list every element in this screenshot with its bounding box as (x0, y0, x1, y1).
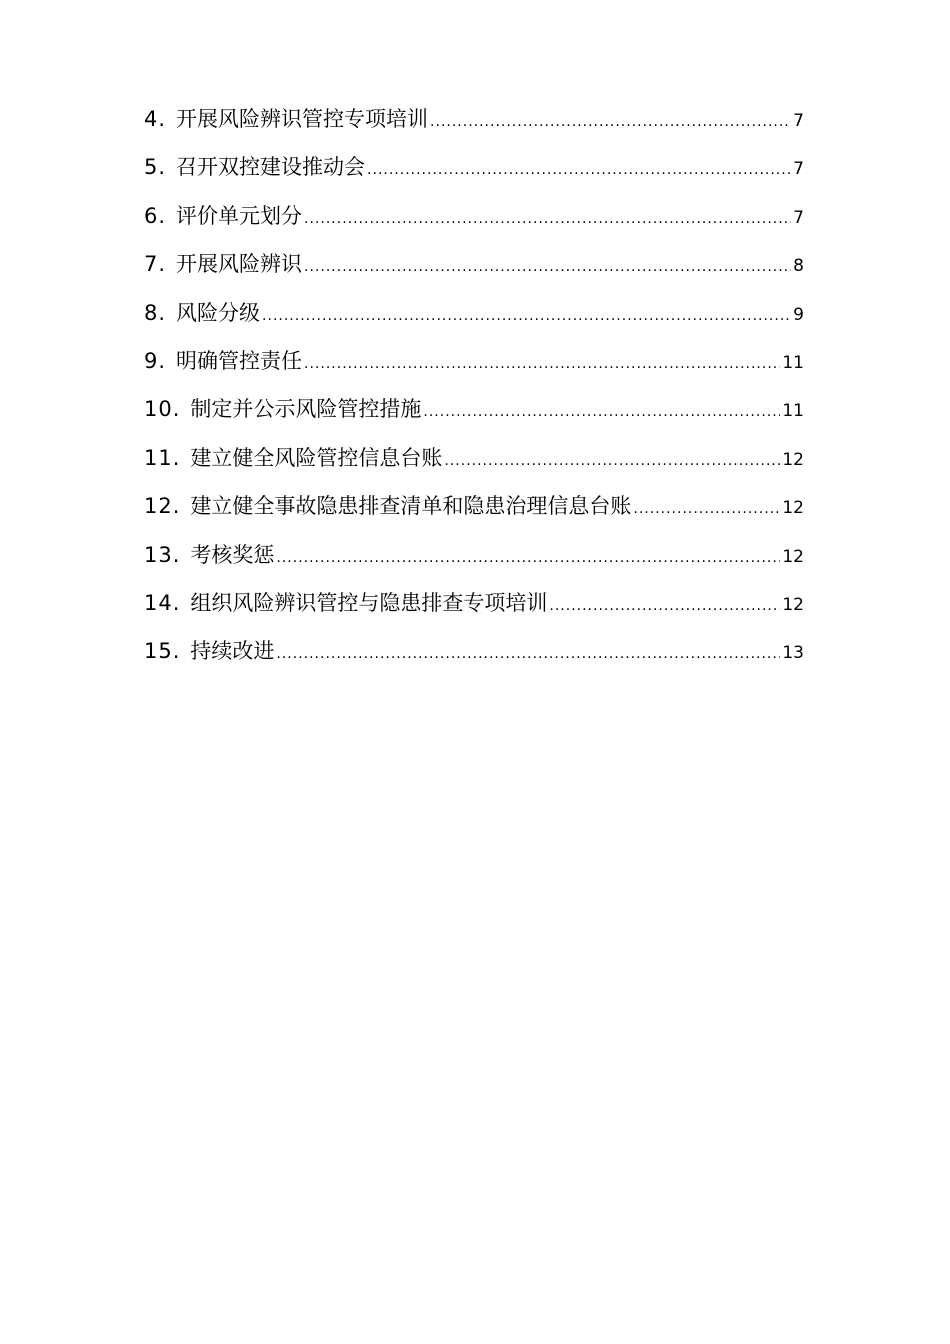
toc-entry-page: 12 (782, 449, 804, 470)
toc-dot-leader (633, 485, 780, 530)
toc-entry[interactable] (144, 385, 804, 433)
toc-entry-page: 12 (782, 546, 804, 567)
toc-entry-number: 6. (144, 203, 167, 228)
toc-entry-page: 11 (782, 401, 804, 422)
toc-entry-number: 12. (144, 494, 181, 519)
toc-dot-leader (367, 146, 791, 191)
toc-entry-number: 14. (144, 590, 181, 615)
toc-entry-title: 风险分级 (176, 300, 261, 325)
toc-entry[interactable] (144, 579, 804, 627)
toc-entry-title: 开展风险辨识 (176, 252, 303, 277)
toc-entry-page: 13 (782, 643, 804, 664)
toc-dot-leader (304, 340, 780, 385)
toc-entry-title: 考核奖惩 (190, 542, 275, 567)
toc-dot-leader (549, 582, 780, 627)
toc-entry-number: 11. (144, 445, 181, 470)
toc-entry-page: 12 (782, 594, 804, 615)
toc-entry[interactable] (144, 337, 804, 385)
toc-entry-title: 召开双控建设推动会 (176, 155, 366, 180)
toc-entry-page: 8 (793, 256, 804, 277)
toc-entry-number: 7. (144, 252, 167, 277)
toc-entry-number: 15. (144, 639, 181, 664)
toc-entry-page: 9 (793, 304, 804, 325)
toc-entry-page: 7 (793, 159, 804, 180)
toc-entry-number: 5. (144, 155, 167, 180)
toc-dot-leader (276, 534, 780, 579)
toc-entry-title: 评价单元划分 (176, 203, 303, 228)
toc-entry-page: 11 (782, 352, 804, 373)
table-of-contents (144, 95, 804, 676)
toc-entry-number: 4. (144, 107, 167, 131)
toc-entry[interactable] (144, 531, 804, 579)
toc-entry[interactable] (144, 627, 804, 675)
toc-entry-number: 8. (144, 300, 167, 325)
toc-entry-title: 组织风险辨识管控与隐患排查专项培训 (190, 590, 548, 615)
toc-entry[interactable] (144, 434, 804, 482)
toc-entry-number: 13. (144, 542, 181, 567)
toc-dot-leader (304, 195, 791, 240)
toc-entry-title: 制定并公示风险管控措施 (190, 397, 422, 422)
toc-entry-page: 12 (782, 498, 804, 519)
toc-dot-leader (262, 292, 791, 337)
toc-dot-leader (276, 630, 780, 675)
toc-entry-title: 开展风险辨识管控专项培训 (176, 107, 429, 131)
toc-entry[interactable] (144, 240, 804, 288)
toc-entry-title: 建立健全事故隐患排查清单和隐患治理信息台账 (190, 494, 632, 519)
toc-entry[interactable] (144, 143, 804, 191)
toc-entry-number: 10. (144, 397, 181, 422)
toc-entry-number: 9. (144, 348, 167, 373)
toc-dot-leader (423, 388, 780, 433)
toc-entry-title: 持续改进 (190, 639, 275, 664)
toc-entry[interactable] (144, 95, 804, 143)
toc-dot-leader (430, 98, 791, 143)
toc-entry[interactable] (144, 289, 804, 337)
toc-dot-leader (304, 243, 791, 288)
toc-entry-title: 建立健全风险管控信息台账 (190, 445, 443, 470)
toc-entry[interactable] (144, 482, 804, 530)
toc-entry[interactable] (144, 192, 804, 240)
toc-entry-title: 明确管控责任 (176, 348, 303, 373)
toc-dot-leader (444, 437, 780, 482)
toc-entry-page: 7 (793, 207, 804, 228)
toc-entry-page: 7 (793, 111, 804, 131)
